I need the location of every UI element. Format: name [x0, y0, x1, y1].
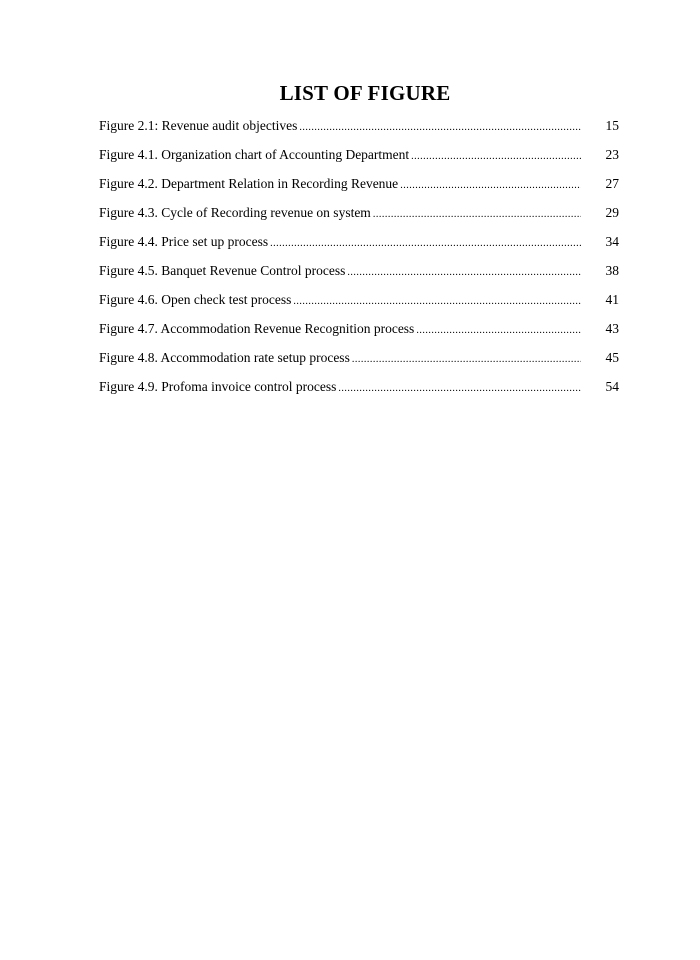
figure-page-number: 23 — [605, 147, 619, 162]
page-title: LIST OF FIGURE — [279, 81, 451, 105]
figure-list-item — [99, 176, 619, 205]
figure-page-number: 38 — [605, 263, 619, 278]
figure-list — [99, 118, 619, 408]
figure-page-number: 41 — [605, 292, 619, 307]
figure-label: Figure 4.7. Accommodation Revenue Recognition process — [99, 321, 415, 336]
figure-label: Figure 4.9. Profoma invoice control process — [99, 379, 337, 394]
figure-list-item — [99, 350, 619, 379]
figure-label: Figure 2.1: Revenue audit objectives — [99, 118, 298, 133]
figure-page-number: 15 — [605, 118, 619, 133]
figure-list-item — [99, 292, 619, 321]
figure-label: Figure 4.4. Price set up process — [99, 234, 269, 249]
figure-page-number: 34 — [605, 234, 619, 249]
figure-list-item — [99, 147, 619, 176]
figure-list-item — [99, 321, 619, 350]
figure-label: Figure 4.1. Organization chart of Accounting Department — [99, 147, 410, 162]
figure-list-item — [99, 118, 619, 147]
figure-list-item — [99, 379, 619, 408]
dot-leader — [338, 383, 581, 394]
dot-leader — [373, 209, 581, 220]
dot-leader — [352, 354, 581, 365]
dot-leader — [293, 296, 581, 307]
dot-leader — [299, 122, 581, 133]
figure-list-item — [99, 234, 619, 263]
figure-list-item — [99, 205, 619, 234]
figure-page-number: 29 — [605, 205, 619, 220]
dot-leader — [270, 238, 581, 249]
dot-leader — [400, 180, 581, 191]
dot-leader — [347, 267, 581, 278]
figure-label: Figure 4.5. Banquet Revenue Control process — [99, 263, 346, 278]
figure-page-number: 45 — [605, 350, 619, 365]
dot-leader — [411, 151, 581, 162]
figure-page-number: 27 — [605, 176, 619, 191]
figure-list-item — [99, 263, 619, 292]
figure-page-number: 43 — [605, 321, 619, 336]
figure-label: Figure 4.3. Cycle of Recording revenue on system — [99, 205, 371, 220]
figure-label: Figure 4.8. Accommodation rate setup process — [99, 350, 350, 365]
dot-leader — [416, 325, 581, 336]
figure-label: Figure 4.2. Department Relation in Recording Revenue — [99, 176, 399, 191]
figure-page-number: 54 — [605, 379, 619, 394]
figure-label: Figure 4.6. Open check test process — [99, 292, 292, 307]
